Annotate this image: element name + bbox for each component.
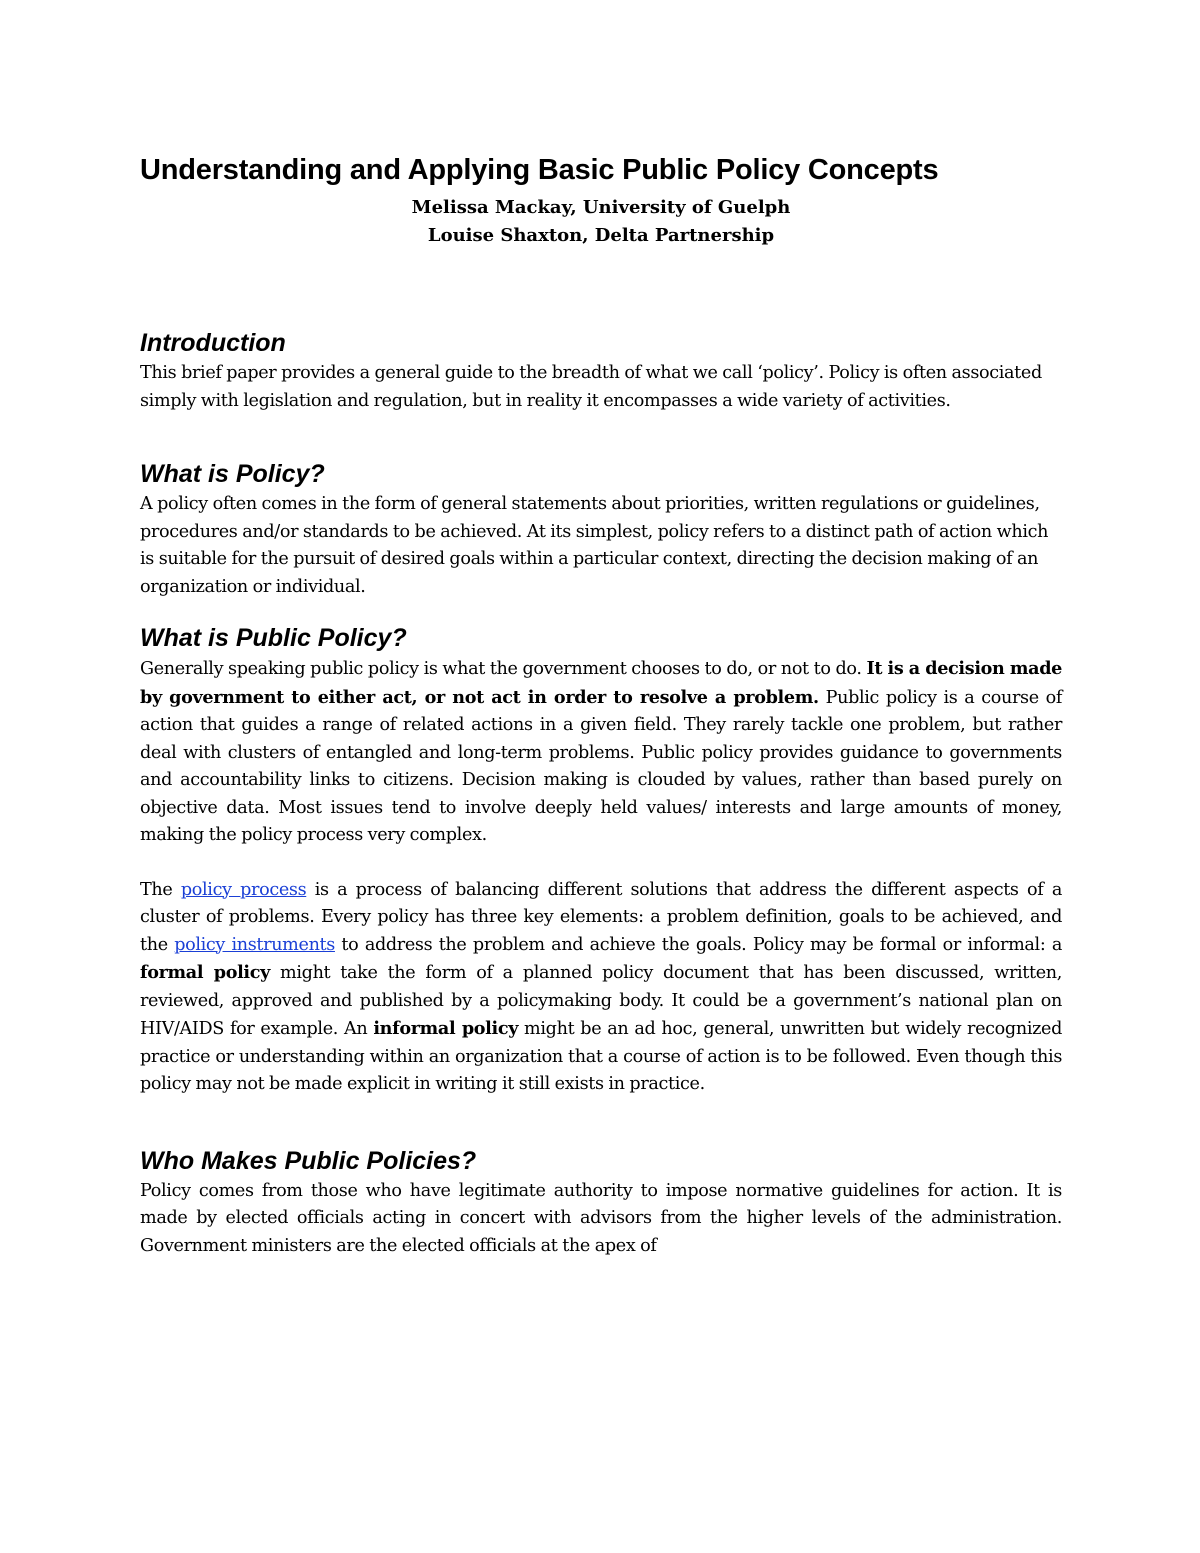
text-run: might be an ad hoc, general, unwritten but widely recognized practice or understanding within an organization that a course of action is to be followed. Even though this policy may not be made explicit in writing it still exists in practice. xyxy=(140,1019,1062,1094)
emphasis-text: It is a decision made by government to either act, or not act in order to resolve a problem. xyxy=(140,658,1062,708)
section-heading-who-makes: Who Makes Public Policies? xyxy=(140,1146,477,1175)
document-content xyxy=(140,150,1062,1260)
who-makes-paragraph: Policy comes from those who have legitimate authority to impose normative guidelines for action. It is made by elected officials acting in concert with advisors from the higher levels of the administration. Government ministers are the elected officials at the apex of xyxy=(140,1180,1062,1256)
text-run: Public policy is a course of action that guides a range of related actions in a given field. They rarely tackle one problem, but rather deal with clusters of entangled and long-term problems. Public policy provides guidance to governments and accountability links to citizens. Decision making is clouded by values, rather than based purely on objective data. Most issues tend to involve deeply held values/ interests and large amounts of money, making the policy process very complex. xyxy=(140,687,1062,845)
policy-process-link[interactable]: policy process xyxy=(180,879,307,900)
author-line: Louise Shaxton, Delta Partnership xyxy=(427,225,775,246)
section-heading-what-is-public-policy: What is Public Policy? xyxy=(140,624,407,652)
emphasis-text: formal policy xyxy=(140,962,270,983)
policy-instruments-link[interactable]: policy instruments xyxy=(174,934,335,955)
text-run: The xyxy=(140,879,181,900)
introduction-paragraph: This brief paper provides a general guide to the breadth of what we call ‘policy’. Policy is often associated simply with legislation and regulation, but in reality it encompasses a wide variety of activities. xyxy=(140,363,1042,411)
section-heading-introduction: Introduction xyxy=(140,329,286,357)
document-title: Understanding and Applying Basic Public Policy Concepts xyxy=(140,154,939,186)
author-list xyxy=(140,194,1062,250)
text-run: to address the problem and achieve the goals. Policy may be formal or informal: a xyxy=(334,934,1062,955)
text-run: might take the form of a planned policy document that has been discussed, written, reviewed, approved and published by a policymaking body. It could be a government’s national plan on HIV/AIDS for example. An xyxy=(140,963,1063,1039)
what-is-policy-paragraph: A policy often comes in the form of general statements about priorities, written regulations or guidelines, procedures and/or standards to be achieved. At its simplest, policy refers to a distinct path of action which is suitable for the pursuit of desired goals within a particular context, directing the decision making of an organization or individual. xyxy=(140,494,1049,597)
public-policy-paragraph-1 xyxy=(140,655,1062,850)
text-run: is a process of balancing different solutions that address the different aspects of a cluster of problems. Every policy has three key elements: a problem definition, goals to be achieved, and the xyxy=(140,879,1063,955)
author-line: Melissa Mackay, University of Guelph xyxy=(411,197,791,218)
text-run: Generally speaking public policy is what the government chooses to do, or not to do. xyxy=(140,659,867,679)
emphasis-text: informal policy xyxy=(373,1018,519,1039)
public-policy-paragraph-2 xyxy=(140,877,1062,1099)
section-heading-what-is-policy: What is Policy? xyxy=(140,460,325,488)
